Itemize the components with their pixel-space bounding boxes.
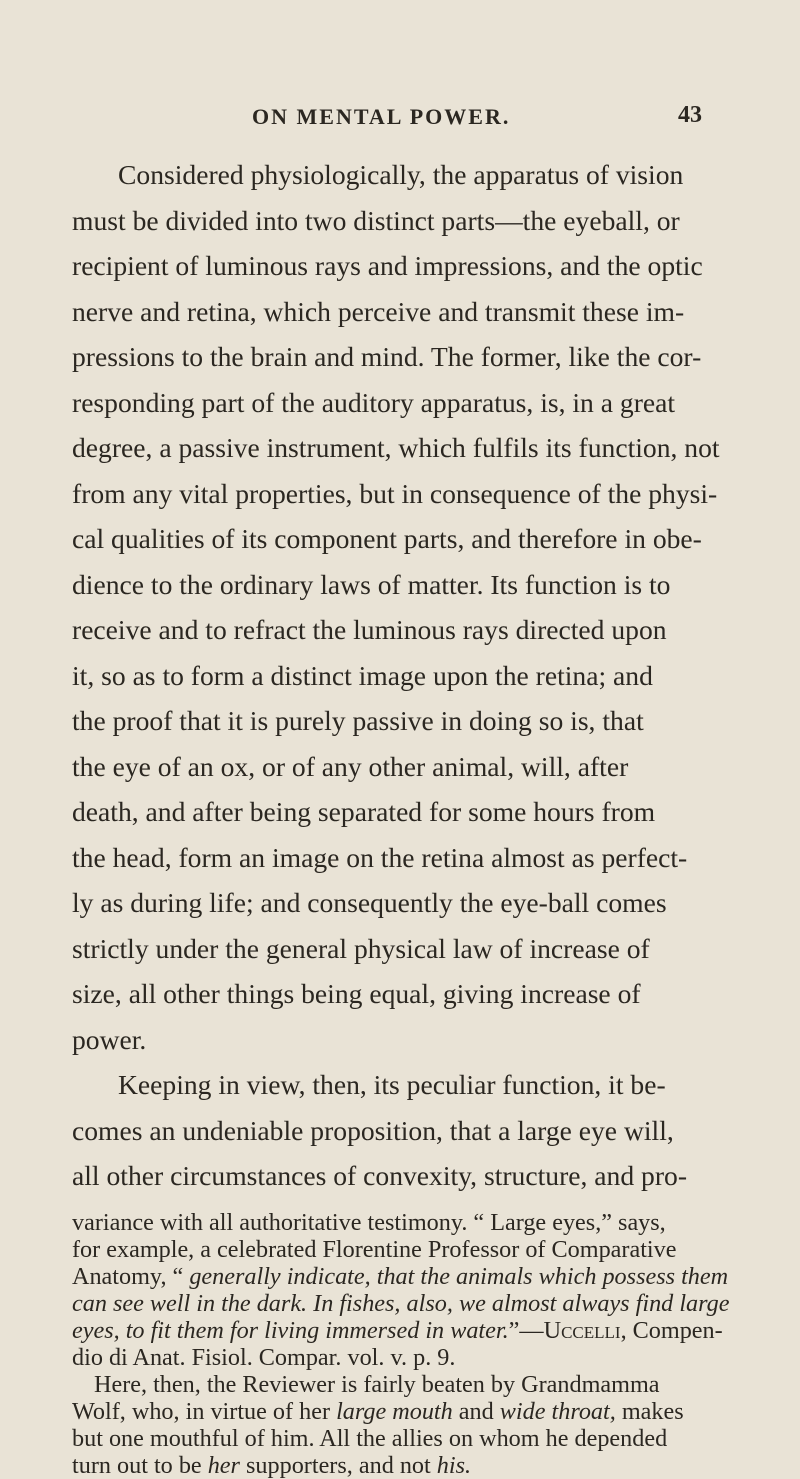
text-line: but one mouthful of him. All the allies on whom he depended: [72, 1424, 668, 1452]
text-line: it, so as to form a distinct image upon the retina; and: [72, 659, 653, 691]
text-line: nerve and retina, which perceive and transmit these im-: [72, 295, 685, 327]
text-line: dience to the ordinary laws of matter. Its function is to: [72, 568, 671, 600]
text-line: must be divided into two distinct parts—the eyeball, or: [72, 204, 680, 236]
text-line: the eye of an ox, or of any other animal, will, after: [72, 750, 629, 782]
text-line: all other circumstances of convexity, structure, and pro-: [72, 1160, 688, 1191]
text-run: turn out to be: [72, 1451, 208, 1479]
text-line: comes an undeniable proposition, that a large eye will,: [72, 1114, 674, 1146]
text-line: size, all other things being equal, giving increase of: [72, 978, 641, 1009]
text-line: from any vital properties, but in consequence of the physi-: [72, 477, 718, 509]
text-run: and: [452, 1397, 500, 1425]
italic-quote: eyes, to fit them for living immersed in water.: [72, 1316, 509, 1344]
paragraph-2: [72, 1062, 752, 1199]
italic-phrase: wide throat,: [499, 1397, 616, 1425]
text-line: for example, a celebrated Florentine Professor of Comparative: [72, 1235, 677, 1263]
text-run: supporters, and not: [239, 1451, 437, 1479]
text-line: strictly under the general physical law of increase of: [72, 932, 650, 964]
page-header: [0, 104, 800, 134]
text-line: [72, 1452, 752, 1479]
body-text: [72, 152, 752, 1479]
text-line: Here, then, the Reviewer is fairly beaten by Grandmamma: [94, 1370, 660, 1398]
small-print-section: [72, 1209, 752, 1479]
italic-quote-line: can see well in the dark. In fishes, also, we almost always find large: [72, 1289, 730, 1317]
text-run: , Compen-: [620, 1316, 723, 1344]
italic-quote: generally indicate, that the animals which possess them: [189, 1262, 729, 1290]
citation-line: dio di Anat. Fisiol. Compar. vol. v. p. 9.: [72, 1343, 456, 1371]
text-line: receive and to refract the luminous rays directed upon: [72, 614, 667, 645]
italic-phrase: large mouth: [336, 1397, 453, 1425]
running-head: ON MENTAL POWER.: [252, 104, 511, 129]
text-line: the proof that it is purely passive in doing so is, that: [72, 705, 644, 736]
text-run: makes: [615, 1397, 684, 1425]
text-line: recipient of luminous rays and impressions, and the optic: [72, 250, 703, 281]
text-line: death, and after being separated for some hours from: [72, 796, 656, 827]
page-number: 43: [678, 102, 702, 128]
text-line: [72, 1317, 752, 1344]
text-line: [72, 1398, 752, 1425]
text-line: pressions to the brain and mind. The former, like the cor-: [72, 341, 702, 372]
paragraph-1: [72, 152, 752, 1062]
text-line: Keeping in view, then, its peculiar function, it be-: [118, 1069, 666, 1100]
text-line: variance with all authoritative testimony. “ Large eyes,” says,: [72, 1208, 666, 1236]
text-line: [72, 1263, 752, 1290]
italic-word: his.: [436, 1451, 472, 1479]
text-line: the head, form an image on the retina almost as perfect-: [72, 841, 688, 873]
text-run: Anatomy, “: [72, 1262, 184, 1290]
text-run: ”—: [508, 1316, 544, 1344]
text-line: cal qualities of its component parts, and therefore in obe-: [72, 523, 702, 554]
text-line: ly as during life; and consequently the eye-ball comes: [72, 887, 667, 918]
text-line: responding part of the auditory apparatus, is, in a great: [72, 386, 676, 418]
text-line: power.: [72, 1023, 147, 1055]
text-line: degree, a passive instrument, which fulfils its function, not: [72, 432, 720, 463]
text-run: Wolf, who, in virtue of her: [72, 1397, 337, 1425]
author-name: Uccelli: [543, 1316, 621, 1344]
italic-word: her: [207, 1451, 240, 1479]
text-line: Considered physiologically, the apparatus of vision: [118, 159, 684, 190]
